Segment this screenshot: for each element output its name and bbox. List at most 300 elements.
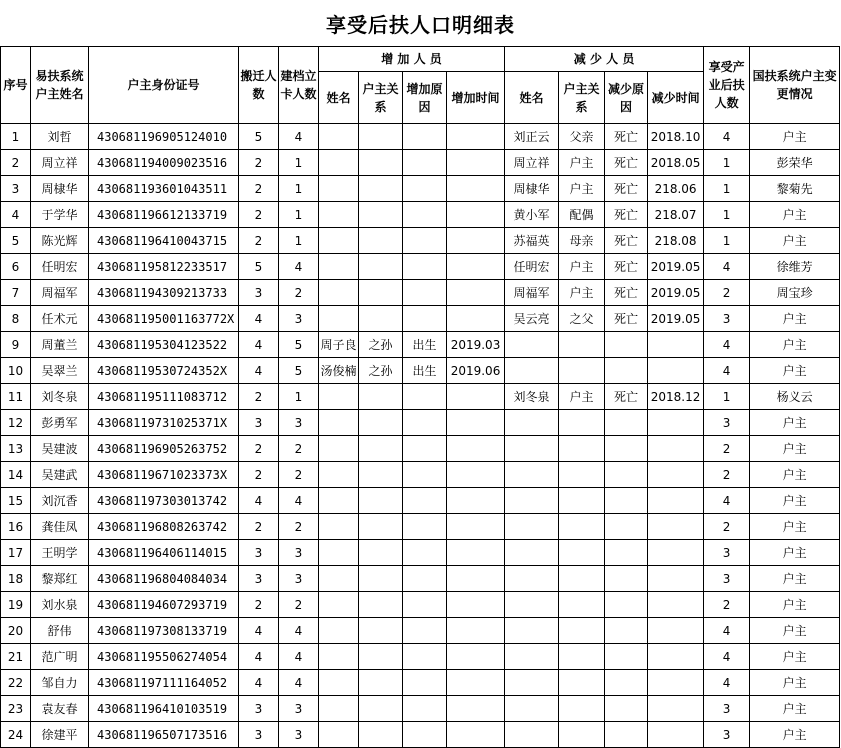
cell-relocated: 3 (239, 566, 279, 592)
cell-enjoy-count: 1 (704, 228, 750, 254)
cell-registered: 3 (279, 566, 319, 592)
cell-inc-relation (359, 176, 403, 202)
cell-dec-relation: 户主 (559, 280, 605, 306)
cell-national-change: 黎菊先 (750, 176, 840, 202)
cell-relocated: 3 (239, 540, 279, 566)
table-row (1, 696, 840, 722)
table-row (1, 488, 840, 514)
cell-inc-reason (403, 644, 447, 670)
cell-id-number: 430681194309213733 (89, 280, 239, 306)
cell-inc-time (447, 566, 505, 592)
table-row (1, 384, 840, 410)
cell-seq: 16 (1, 514, 31, 540)
cell-seq: 5 (1, 228, 31, 254)
cell-enjoy-count: 3 (704, 410, 750, 436)
cell-inc-name (319, 410, 359, 436)
cell-dec-time: 2019.05 (648, 254, 704, 280)
cell-registered: 4 (279, 670, 319, 696)
cell-inc-reason (403, 618, 447, 644)
cell-head-name: 刘哲 (31, 124, 89, 150)
cell-inc-name (319, 696, 359, 722)
cell-head-name: 龚佳凤 (31, 514, 89, 540)
cell-relocated: 3 (239, 410, 279, 436)
cell-dec-time (648, 332, 704, 358)
cell-dec-relation (559, 462, 605, 488)
table-row (1, 306, 840, 332)
cell-registered: 1 (279, 384, 319, 410)
cell-seq: 11 (1, 384, 31, 410)
cell-national-change: 户主 (750, 644, 840, 670)
cell-dec-relation (559, 436, 605, 462)
cell-inc-time (447, 540, 505, 566)
cell-dec-relation (559, 696, 605, 722)
cell-id-number: 430681197111164052 (89, 670, 239, 696)
table-row (1, 410, 840, 436)
header-dec-reason: 减少原因 (605, 72, 648, 124)
cell-registered: 1 (279, 202, 319, 228)
cell-dec-name (505, 332, 559, 358)
cell-head-name: 黎郑红 (31, 566, 89, 592)
cell-dec-name: 周立祥 (505, 150, 559, 176)
cell-dec-name (505, 410, 559, 436)
cell-enjoy-count: 3 (704, 696, 750, 722)
cell-enjoy-count: 4 (704, 254, 750, 280)
table-row (1, 280, 840, 306)
cell-id-number: 430681195111083712 (89, 384, 239, 410)
cell-registered: 2 (279, 462, 319, 488)
header-increase-group: 增 加 人 员 (319, 47, 505, 72)
cell-dec-relation: 户主 (559, 384, 605, 410)
cell-enjoy-count: 1 (704, 384, 750, 410)
table-row (1, 514, 840, 540)
cell-dec-relation: 户主 (559, 176, 605, 202)
cell-dec-name (505, 618, 559, 644)
cell-head-name: 范广明 (31, 644, 89, 670)
cell-inc-name (319, 150, 359, 176)
cell-dec-reason (605, 514, 648, 540)
cell-inc-name (319, 306, 359, 332)
cell-dec-reason (605, 644, 648, 670)
table-row (1, 644, 840, 670)
cell-national-change: 户主 (750, 202, 840, 228)
cell-dec-reason: 死亡 (605, 202, 648, 228)
cell-seq: 22 (1, 670, 31, 696)
cell-dec-reason: 死亡 (605, 384, 648, 410)
cell-inc-reason (403, 436, 447, 462)
cell-inc-name (319, 228, 359, 254)
cell-dec-time (648, 618, 704, 644)
cell-registered: 1 (279, 228, 319, 254)
cell-dec-time (648, 696, 704, 722)
cell-registered: 3 (279, 540, 319, 566)
cell-inc-name (319, 618, 359, 644)
cell-dec-time (648, 462, 704, 488)
cell-national-change: 户主 (750, 436, 840, 462)
cell-inc-relation (359, 618, 403, 644)
cell-inc-name (319, 670, 359, 696)
cell-dec-time: 2019.05 (648, 280, 704, 306)
cell-inc-name (319, 722, 359, 748)
cell-dec-relation (559, 670, 605, 696)
beneficiary-table (0, 46, 840, 748)
cell-dec-name (505, 592, 559, 618)
cell-id-number: 430681195812233517 (89, 254, 239, 280)
cell-registered: 1 (279, 176, 319, 202)
cell-national-change: 户主 (750, 670, 840, 696)
cell-dec-time (648, 514, 704, 540)
cell-registered: 4 (279, 124, 319, 150)
cell-dec-name (505, 696, 559, 722)
cell-inc-time: 2019.03 (447, 332, 505, 358)
cell-inc-name (319, 254, 359, 280)
cell-dec-time: 2018.05 (648, 150, 704, 176)
cell-dec-reason: 死亡 (605, 280, 648, 306)
cell-id-number: 430681196410103519 (89, 696, 239, 722)
cell-id-number: 43068119731025371X (89, 410, 239, 436)
cell-relocated: 2 (239, 176, 279, 202)
cell-inc-time (447, 436, 505, 462)
cell-inc-relation (359, 202, 403, 228)
cell-id-number: 430681196612133719 (89, 202, 239, 228)
cell-inc-reason (403, 306, 447, 332)
cell-registered: 2 (279, 592, 319, 618)
cell-inc-relation (359, 722, 403, 748)
cell-inc-reason (403, 462, 447, 488)
cell-seq: 10 (1, 358, 31, 384)
header-national-change: 国扶系统户主变更情况 (750, 47, 840, 124)
cell-inc-time (447, 176, 505, 202)
cell-relocated: 4 (239, 670, 279, 696)
cell-dec-name: 苏福英 (505, 228, 559, 254)
cell-relocated: 4 (239, 332, 279, 358)
cell-dec-name (505, 358, 559, 384)
cell-relocated: 2 (239, 202, 279, 228)
cell-inc-reason (403, 540, 447, 566)
cell-registered: 5 (279, 332, 319, 358)
cell-seq: 4 (1, 202, 31, 228)
cell-seq: 24 (1, 722, 31, 748)
cell-inc-name (319, 176, 359, 202)
cell-inc-time (447, 202, 505, 228)
header-id-number: 户主身份证号 (89, 47, 239, 124)
cell-dec-name (505, 462, 559, 488)
cell-relocated: 2 (239, 384, 279, 410)
cell-seq: 12 (1, 410, 31, 436)
cell-inc-time (447, 150, 505, 176)
cell-registered: 2 (279, 280, 319, 306)
cell-inc-relation (359, 566, 403, 592)
cell-inc-relation (359, 384, 403, 410)
cell-seq: 19 (1, 592, 31, 618)
cell-relocated: 5 (239, 254, 279, 280)
header-inc-time: 增加时间 (447, 72, 505, 124)
cell-relocated: 2 (239, 436, 279, 462)
cell-inc-time (447, 410, 505, 436)
cell-enjoy-count: 4 (704, 332, 750, 358)
header-decrease-group: 减 少 人 员 (505, 47, 704, 72)
cell-dec-relation (559, 644, 605, 670)
cell-relocated: 2 (239, 462, 279, 488)
cell-national-change: 户主 (750, 462, 840, 488)
header-dec-time: 减少时间 (648, 72, 704, 124)
cell-enjoy-count: 4 (704, 488, 750, 514)
table-row (1, 176, 840, 202)
cell-id-number: 430681193601043511 (89, 176, 239, 202)
cell-enjoy-count: 3 (704, 540, 750, 566)
cell-dec-time (648, 670, 704, 696)
cell-inc-relation (359, 150, 403, 176)
cell-dec-time: 218.06 (648, 176, 704, 202)
cell-head-name: 刘冬泉 (31, 384, 89, 410)
cell-enjoy-count: 2 (704, 592, 750, 618)
cell-seq: 2 (1, 150, 31, 176)
cell-dec-reason: 死亡 (605, 176, 648, 202)
header-head-name: 易扶系统户主姓名 (31, 47, 89, 124)
cell-inc-reason (403, 488, 447, 514)
cell-head-name: 周福军 (31, 280, 89, 306)
cell-national-change: 周宝珍 (750, 280, 840, 306)
cell-dec-relation: 父亲 (559, 124, 605, 150)
cell-inc-reason (403, 722, 447, 748)
cell-head-name: 任术元 (31, 306, 89, 332)
cell-inc-relation (359, 124, 403, 150)
cell-head-name: 邹自力 (31, 670, 89, 696)
cell-inc-name (319, 488, 359, 514)
cell-registered: 2 (279, 514, 319, 540)
cell-dec-reason (605, 462, 648, 488)
cell-relocated: 2 (239, 150, 279, 176)
cell-national-change: 户主 (750, 540, 840, 566)
cell-inc-relation (359, 514, 403, 540)
cell-inc-reason (403, 514, 447, 540)
cell-dec-name (505, 514, 559, 540)
table-row (1, 566, 840, 592)
cell-inc-reason (403, 592, 447, 618)
table-row (1, 358, 840, 384)
cell-national-change: 户主 (750, 332, 840, 358)
cell-inc-name (319, 384, 359, 410)
cell-head-name: 于学华 (31, 202, 89, 228)
cell-enjoy-count: 3 (704, 566, 750, 592)
cell-inc-relation (359, 670, 403, 696)
cell-inc-reason (403, 696, 447, 722)
cell-relocated: 2 (239, 592, 279, 618)
cell-dec-reason: 死亡 (605, 150, 648, 176)
cell-national-change: 户主 (750, 566, 840, 592)
cell-dec-relation (559, 488, 605, 514)
cell-national-change: 彭荣华 (750, 150, 840, 176)
cell-head-name: 吴翠兰 (31, 358, 89, 384)
cell-registered: 4 (279, 488, 319, 514)
table-row (1, 150, 840, 176)
cell-registered: 3 (279, 722, 319, 748)
table-row (1, 332, 840, 358)
cell-enjoy-count: 3 (704, 722, 750, 748)
cell-relocated: 3 (239, 280, 279, 306)
cell-dec-reason (605, 436, 648, 462)
cell-inc-name (319, 280, 359, 306)
cell-dec-time (648, 644, 704, 670)
cell-inc-relation (359, 462, 403, 488)
table-row (1, 202, 840, 228)
cell-national-change: 户主 (750, 592, 840, 618)
cell-dec-name: 吴云亮 (505, 306, 559, 332)
cell-inc-time (447, 228, 505, 254)
cell-id-number: 430681196804084034 (89, 566, 239, 592)
cell-national-change: 户主 (750, 124, 840, 150)
cell-inc-name: 周子良 (319, 332, 359, 358)
cell-enjoy-count: 4 (704, 644, 750, 670)
cell-inc-name (319, 514, 359, 540)
cell-enjoy-count: 2 (704, 514, 750, 540)
cell-dec-time (648, 540, 704, 566)
cell-dec-time: 218.08 (648, 228, 704, 254)
cell-seq: 7 (1, 280, 31, 306)
cell-inc-relation (359, 592, 403, 618)
cell-dec-relation: 配偶 (559, 202, 605, 228)
cell-inc-time (447, 722, 505, 748)
cell-inc-relation (359, 306, 403, 332)
cell-dec-name: 刘正云 (505, 124, 559, 150)
cell-enjoy-count: 4 (704, 124, 750, 150)
cell-seq: 1 (1, 124, 31, 150)
cell-dec-name (505, 722, 559, 748)
table-row (1, 436, 840, 462)
cell-inc-relation (359, 488, 403, 514)
cell-national-change: 杨义云 (750, 384, 840, 410)
cell-id-number: 430681195001163772X (89, 306, 239, 332)
cell-dec-relation (559, 410, 605, 436)
cell-inc-reason (403, 670, 447, 696)
cell-inc-reason (403, 410, 447, 436)
cell-head-name: 周董兰 (31, 332, 89, 358)
cell-id-number: 430681197303013742 (89, 488, 239, 514)
cell-dec-name: 刘冬泉 (505, 384, 559, 410)
cell-national-change: 户主 (750, 722, 840, 748)
cell-dec-time: 2018.10 (648, 124, 704, 150)
cell-inc-time: 2019.06 (447, 358, 505, 384)
cell-inc-relation (359, 228, 403, 254)
cell-inc-name (319, 124, 359, 150)
cell-dec-name (505, 488, 559, 514)
cell-relocated: 5 (239, 124, 279, 150)
cell-dec-time: 2019.05 (648, 306, 704, 332)
cell-enjoy-count: 2 (704, 280, 750, 306)
table-row (1, 592, 840, 618)
cell-inc-name (319, 540, 359, 566)
table-row (1, 124, 840, 150)
cell-inc-time (447, 644, 505, 670)
cell-inc-time (447, 488, 505, 514)
cell-dec-reason (605, 722, 648, 748)
cell-relocated: 4 (239, 618, 279, 644)
cell-seq: 9 (1, 332, 31, 358)
cell-national-change: 户主 (750, 618, 840, 644)
cell-head-name: 周立祥 (31, 150, 89, 176)
cell-inc-time (447, 618, 505, 644)
cell-id-number: 430681197308133719 (89, 618, 239, 644)
cell-inc-reason (403, 254, 447, 280)
header-dec-relation: 户主关系 (559, 72, 605, 124)
cell-inc-time (447, 670, 505, 696)
cell-dec-relation (559, 566, 605, 592)
cell-relocated: 2 (239, 228, 279, 254)
cell-inc-time (447, 696, 505, 722)
cell-dec-name (505, 566, 559, 592)
cell-dec-time (648, 410, 704, 436)
header-inc-name: 姓名 (319, 72, 359, 124)
cell-head-name: 刘沉香 (31, 488, 89, 514)
cell-seq: 15 (1, 488, 31, 514)
cell-dec-reason: 死亡 (605, 228, 648, 254)
cell-registered: 4 (279, 644, 319, 670)
cell-dec-reason (605, 332, 648, 358)
table-row (1, 540, 840, 566)
cell-dec-name: 周棣华 (505, 176, 559, 202)
cell-dec-time: 2018.12 (648, 384, 704, 410)
cell-inc-time (447, 254, 505, 280)
cell-inc-relation (359, 436, 403, 462)
cell-head-name: 吴建波 (31, 436, 89, 462)
cell-dec-time (648, 592, 704, 618)
header-registered-count: 建档立卡人数 (279, 47, 319, 124)
cell-head-name: 彭勇军 (31, 410, 89, 436)
cell-head-name: 舒伟 (31, 618, 89, 644)
table-row (1, 722, 840, 748)
cell-id-number: 430681196410043715 (89, 228, 239, 254)
cell-registered: 3 (279, 410, 319, 436)
cell-dec-time (648, 358, 704, 384)
cell-enjoy-count: 4 (704, 618, 750, 644)
cell-dec-relation: 母亲 (559, 228, 605, 254)
cell-head-name: 周棣华 (31, 176, 89, 202)
cell-dec-reason (605, 566, 648, 592)
cell-seq: 17 (1, 540, 31, 566)
cell-dec-name: 任明宏 (505, 254, 559, 280)
cell-dec-name: 周福军 (505, 280, 559, 306)
cell-inc-name: 汤俊楠 (319, 358, 359, 384)
cell-enjoy-count: 2 (704, 462, 750, 488)
header-inc-reason: 增加原因 (403, 72, 447, 124)
header-relocated-count: 搬迁人数 (239, 47, 279, 124)
cell-inc-relation: 之孙 (359, 332, 403, 358)
cell-inc-time (447, 124, 505, 150)
cell-dec-time (648, 722, 704, 748)
cell-id-number: 43068119530724352X (89, 358, 239, 384)
cell-dec-relation (559, 722, 605, 748)
cell-id-number: 430681195304123522 (89, 332, 239, 358)
cell-registered: 3 (279, 306, 319, 332)
cell-head-name: 陈光辉 (31, 228, 89, 254)
cell-national-change: 户主 (750, 358, 840, 384)
table-row (1, 670, 840, 696)
cell-dec-name (505, 670, 559, 696)
cell-dec-time: 218.07 (648, 202, 704, 228)
cell-inc-reason (403, 228, 447, 254)
cell-national-change: 户主 (750, 488, 840, 514)
cell-dec-relation (559, 540, 605, 566)
cell-seq: 21 (1, 644, 31, 670)
cell-seq: 23 (1, 696, 31, 722)
cell-dec-time (648, 566, 704, 592)
cell-seq: 13 (1, 436, 31, 462)
cell-dec-relation (559, 358, 605, 384)
cell-relocated: 4 (239, 358, 279, 384)
cell-seq: 20 (1, 618, 31, 644)
cell-inc-reason: 出生 (403, 332, 447, 358)
page-title: 享受后扶人口明细表 (326, 13, 515, 37)
cell-inc-relation: 之孙 (359, 358, 403, 384)
